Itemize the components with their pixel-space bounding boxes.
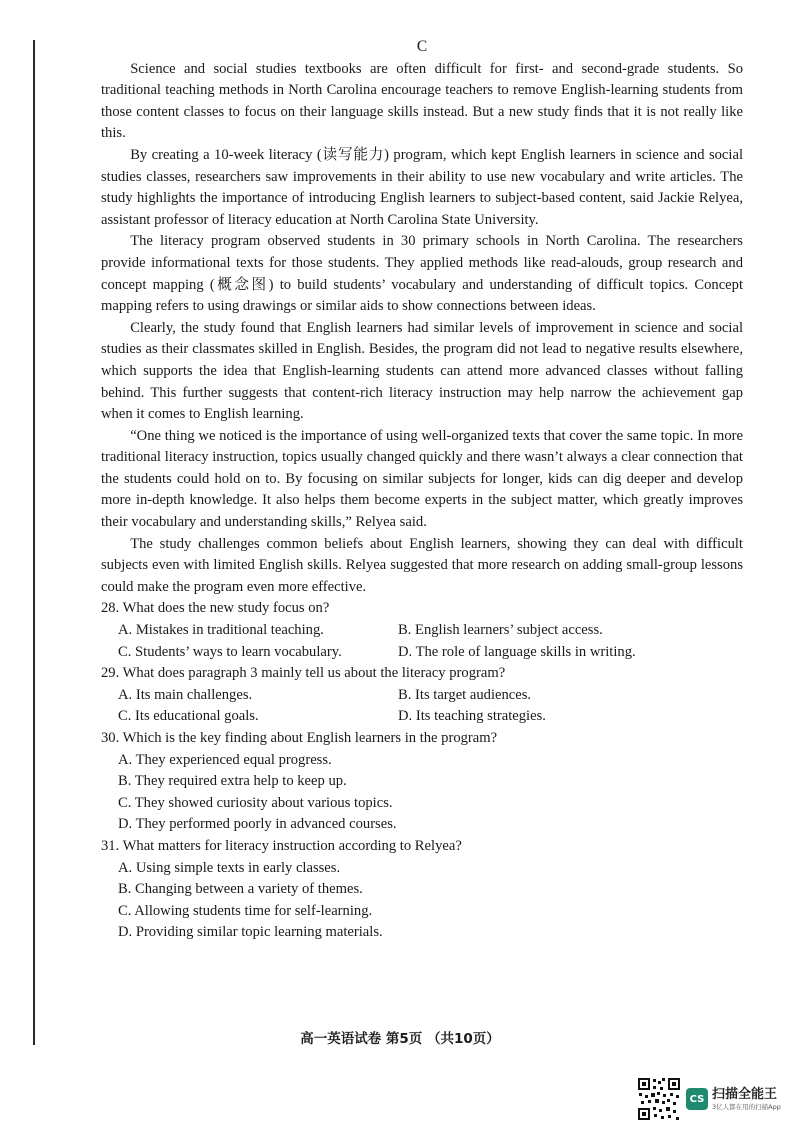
question-31 — [101, 836, 743, 944]
passage-paragraph: Clearly, the study found that English learners had similar levels of improvement in science and social studies as their classmates skilled in English. Besides, the program did not lead to negative results elsewhere, which supports the idea that English-learning students can attend more advanced classes without falling behind. This further suggests that content-rich literacy instruction may help narrow the achievement gap when it comes to English learning. — [101, 319, 743, 423]
passage-paragraph: Science and social studies textbooks are often difficult for first- and second-grade students. So traditional teaching methods in North Carolina encourage teachers to remove English-learning students from those content classes to focus on their language skills instead. But a new study finds that it is not really like this. — [101, 60, 743, 142]
option-b: B. They required extra help to keep up. — [118, 773, 347, 790]
brand-name: 扫描全能王 — [712, 1086, 778, 1102]
passage-paragraph: The study challenges common beliefs about English learners, showing they can deal with difficult subjects even with limited English skills. Relyea suggested that more research on adding small-group lessons could make the program even more effective. — [101, 535, 743, 595]
question-stem: 31. What matters for literacy instruction according to Relyea? — [101, 837, 462, 854]
option-d: D. Its teaching strategies. — [398, 708, 546, 725]
question-30 — [101, 728, 743, 836]
passage-paragraph: The literacy program observed students in 30 primary schools in North Carolina. The researchers provide informational texts for those students. They applied methods like read-alouds, group research and concept mapping (概念图) to build students’ vocabulary and understanding of difficult topics. Concept mapping refers to using drawings or similar aids to show connections between ideas. — [101, 233, 743, 315]
option-d: D. They performed poorly in advanced courses. — [118, 816, 397, 833]
question-28 — [101, 598, 743, 663]
option-a: A. Mistakes in traditional teaching. — [118, 622, 324, 639]
question-29 — [101, 663, 743, 728]
question-stem: 30. Which is the key finding about English learners in the program? — [101, 730, 498, 746]
option-row — [101, 620, 743, 642]
badge-text — [712, 1087, 781, 1112]
option-row — [101, 642, 743, 664]
option-c: C. Its educational goals. — [118, 708, 259, 725]
option-d: D. The role of language skills in writing. — [398, 643, 636, 660]
passage-paragraph: By creating a 10-week literacy (读写能力) program, which kept English learners in science and social studies classes, researchers saw improvements in their ability to use new vocabulary and write articles. The study highlights the importance of introducing English learners to subject-based content, said Jackie Relyea, assistant professor of literacy education at North Carolina State University. — [101, 146, 743, 228]
scanner-watermark — [637, 1078, 792, 1120]
option-c: C. Allowing students time for self-learning. — [118, 902, 373, 919]
passage-paragraph: “One thing we noticed is the importance of using well-organized texts that cover the same topic. In more traditional literacy instruction, topics usually changed quickly and there wasn’t always a clear connection that the students could hold on to. By focusing on similar subjects for longer, kids can dig deeper and develop more in-depth knowledge. It also helps them become experts in the subject matter, which greatly improves their vocabulary and understanding skills,” Relyea said. — [101, 427, 743, 531]
option-row — [101, 706, 743, 728]
option-a: A. They experienced equal progress. — [118, 751, 332, 768]
page-footer: 高一英语试卷 第5页 （共10页） — [300, 1031, 500, 1047]
option-b: B. Changing between a variety of themes. — [118, 881, 363, 898]
exam-page — [101, 36, 743, 944]
option-d: D. Providing similar topic learning materials. — [118, 924, 383, 941]
binding-margin-line — [33, 40, 35, 1045]
option-b: B. English learners’ subject access. — [398, 622, 603, 639]
option-c: C. Students’ ways to learn vocabulary. — [118, 643, 342, 660]
camscanner-logo-icon: CS — [686, 1088, 708, 1110]
brand-slogan: 3亿人都在用的扫描App — [712, 1102, 781, 1111]
question-stem: 28. What does the new study focus on? — [101, 600, 330, 617]
question-stem: 29. What does paragraph 3 mainly tell us about the literacy program? — [101, 665, 506, 682]
option-a: A. Using simple texts in early classes. — [118, 859, 341, 876]
option-c: C. They showed curiosity about various topics. — [118, 794, 393, 811]
option-a: A. Its main challenges. — [118, 686, 253, 703]
section-letter: C — [416, 38, 428, 55]
option-row — [101, 685, 743, 707]
option-b: B. Its target audiences. — [398, 686, 532, 703]
qr-code-icon — [637, 1077, 681, 1121]
